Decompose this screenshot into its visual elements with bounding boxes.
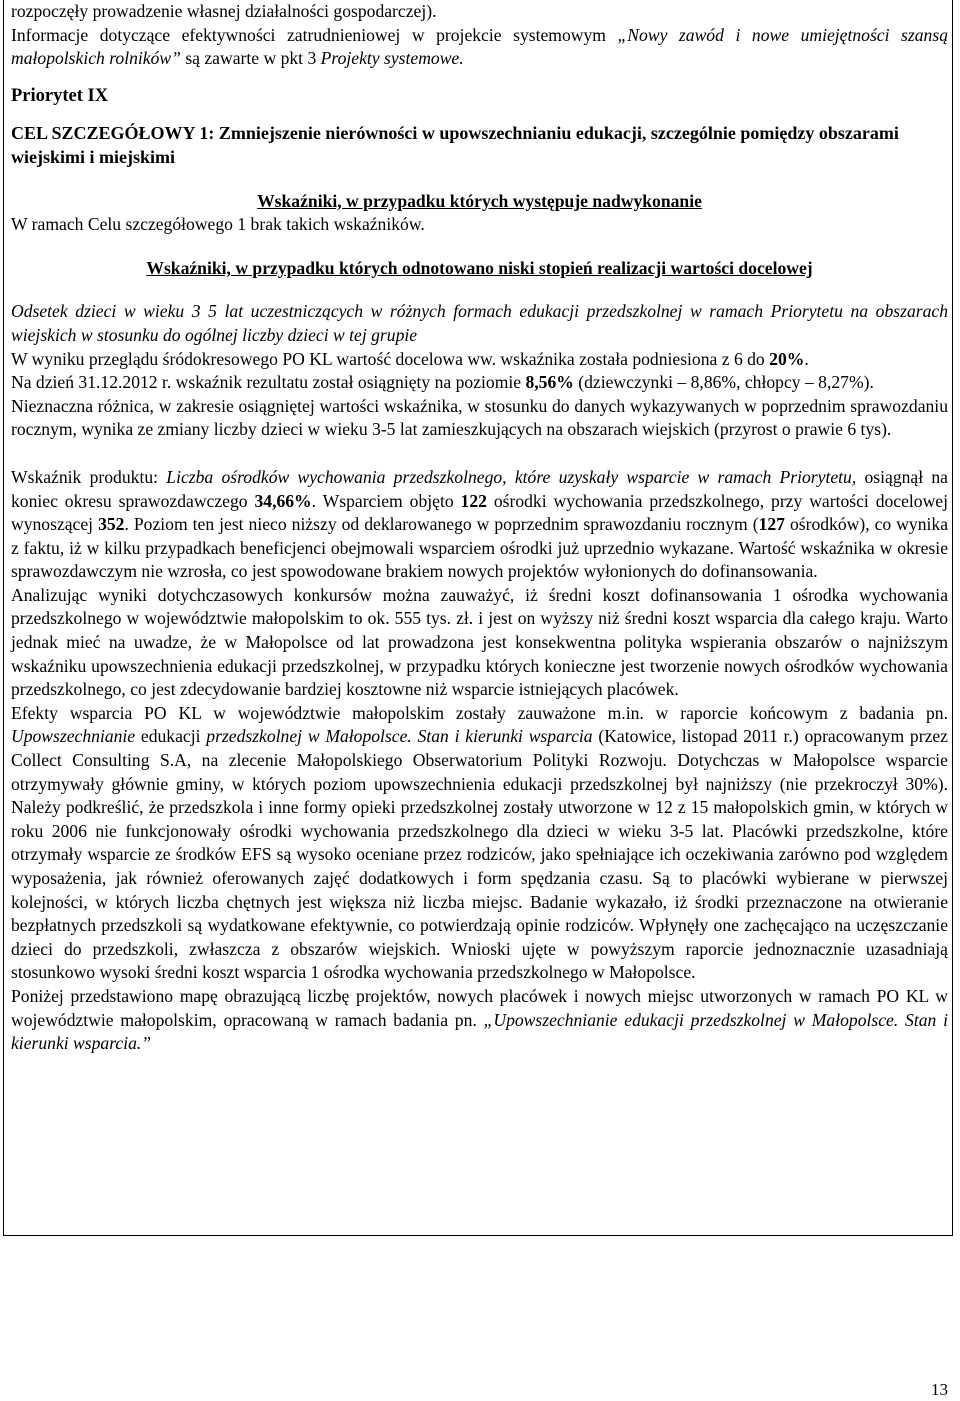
project-title: „Nowy zawód i nowe umiejętności szansą małopolskich rolników” <box>11 24 948 69</box>
indicator-result-paragraph: Na dzień 31.12.2012 r. wskaźnik rezultatu został osiągnięty na poziomie 8,56% (dziewczynki – 8,86%, chłopcy – 8,27%). <box>11 372 874 393</box>
document-body <box>11 0 948 1056</box>
indicator-target-paragraph: W wyniku przeglądu śródokresowego PO KL wartość docelowa ww. wskaźnika została podniesiona z 6 do 20%. <box>11 348 809 369</box>
intro-info: Informacje dotyczące efektywności zatrudnieniowej w projekcie systemowym „Nowy zawód i nowe umiejętności szansą małopolskich rolników” są zawarte w pkt 3 Projekty systemowe. <box>11 24 948 69</box>
effects-paragraph: Efekty wsparcia PO KL w województwie małopolskim zostały zauważone m.in. w raporcie końcowym z badania pn. Upowszechnianie edukacji przedszkolnej w Małopolsce. Stan i kierunki wsparcia (Katowice, listopad 2011 r.) opracowanym przez Collect Consulting S.A, na zlecenie Małopolskiego Obserwatorium Polityki Rozwoju. Dotychczas w Małopolsce wsparcie otrzymywały głównie gminy, w których poziom upowszechnienia edukacji przedszkolnej był najniższy (nie przekroczył 30%). Należy podkreślić, że przedszkola i inne formy opieki przedszkolnej zostały utworzone w 12 z 15 małopolskich gmin, w których w roku 2006 nie funkcjonowały ośrodki wychowania przedszkolnego dla dzieci w wieku 3-5 lat. Placówki przedszkolne, które otrzymały wsparcie ze środków EFS są wysoko oceniane przez rodziców, jako spełniające ich oczekiwania zarówno pod względem wyposażenia, jak również oferowanych zajęć dodatkowych i form spędzania czasu. Są to placówki wybierane w pierwszej kolejności, w których liczba chętnych jest większa niż liczba miejsc. Badanie wykazało, iż środki przeznaczone na otwieranie bezpłatnych przedszkoli są wydatkowane efektywnie, co potwierdzają opinie rodziców. Wpłynęły one zachęcająco na uczęszczanie dzieci do przedszkoli, zwłaszcza z obszarów wiejskich. Wnioski ujęte w powyższym raporcie jednoznacznie uzasadniają stosunkowo wysoki średni koszt wsparcia 1 ośrodka wychowania przedszkolnego w Małopolsce. <box>11 702 948 983</box>
product-indicator-paragraph: Wskaźnik produktu: Liczba ośrodków wychowania przedszkolnego, które uzyskały wsparcie w ramach Priorytetu, osiągnął na koniec okresu sprawozdawczego 34,66%. Wsparciem objęto 122 ośrodki wychowania przedszkolnego, przy wartości docelowej wynoszącej 352. Poziom ten jest nieco niższy od deklarowanego w poprzednim sprawozdaniu rocznym (127 ośrodków), co wynika z faktu, iż w kilku przypadkach beneficjenci obejmowali wsparciem ośrodki już uprzednio wykazane. Wartość wskaźnika w okresie sprawozdawczym nie wzrosła, co jest spowodowane brakiem nowych projektów wyłonionych do dofinansowania. <box>11 466 949 582</box>
lowperformance-heading: Wskaźniki, w przypadku których odnotowano niski stopień realizacji wartości docelowej <box>146 257 813 278</box>
indicator-difference-paragraph: Nieznaczna różnica, w zakresie osiągniętej wartości wskaźnika, w stosunku do danych wykazywanych w poprzednim sprawozdaniu rocznym, wynika ze zmiany liczby dzieci w wieku 3-5 lat zamieszkujących na obszarach wiejskich (przyrost o prawie 6 tys). <box>11 395 948 440</box>
result-value: 8,56% <box>525 372 574 393</box>
target-value: 20% <box>769 348 805 369</box>
priority-title: Priorytet IX <box>11 85 109 106</box>
intro-line: rozpoczęły prowadzenie własnej działalności gospodarczej). <box>11 1 437 21</box>
product-indicator-name: Liczba ośrodków wychowania przedszkolnego, które uzyskały wsparcie w ramach Priorytetu, <box>166 466 857 487</box>
map-intro-paragraph: Poniżej przedstawiono mapę obrazującą liczbę projektów, nowych placówek i nowych miejsc utworzonych w ramach PO KL w województwie małopolskim, opracowaną w ramach badania pn. „Upowszechnianie edukacji przedszkolnej w Małopolsce. Stan i kierunki wsparcia.” <box>11 985 948 1054</box>
overperformance-text: W ramach Celu szczegółowego 1 brak takich wskaźników. <box>11 214 425 235</box>
analysis-paragraph: Analizując wyniki dotychczasowych konkursów można zauważyć, iż średni koszt dofinansowania 1 ośrodka wychowania przedszkolnego w województwie małopolskim to ok. 555 tys. zł. i jest on wyższy niż średni koszt wsparcia dla całego kraju. Warto jednak mieć na uwadze, że w Małopolsce od lat prowadzona jest konsekwentna polityka wspierania obszarów o najniższym wskaźniku upowszechnienia edukacji przedszkolnej, w przypadku których konieczne jest tworzenie nowych ośrodków wychowania przedszkolnego, co jest zdecydowanie bardziej kosztowne niż wsparcie istniejących placówek. <box>11 584 948 700</box>
specific-objective: CEL SZCZEGÓŁOWY 1: Zmniejszenie nierówności w upowszechnianiu edukacji, szczególnie pomiędzy obszarami wiejskimi i miejskimi <box>11 123 899 167</box>
indicator-name: Odsetek dzieci w wieku 3 5 lat uczestniczących w różnych formach edukacji przedszkolnej w ramach Priorytetu na obszarach wiejskich w stosunku do ogólnej liczby dzieci w tej grupie <box>11 301 948 345</box>
page-number: 13 <box>931 1380 948 1399</box>
overperformance-heading: Wskaźniki, w przypadku których występuje nadwykonanie <box>257 190 702 211</box>
